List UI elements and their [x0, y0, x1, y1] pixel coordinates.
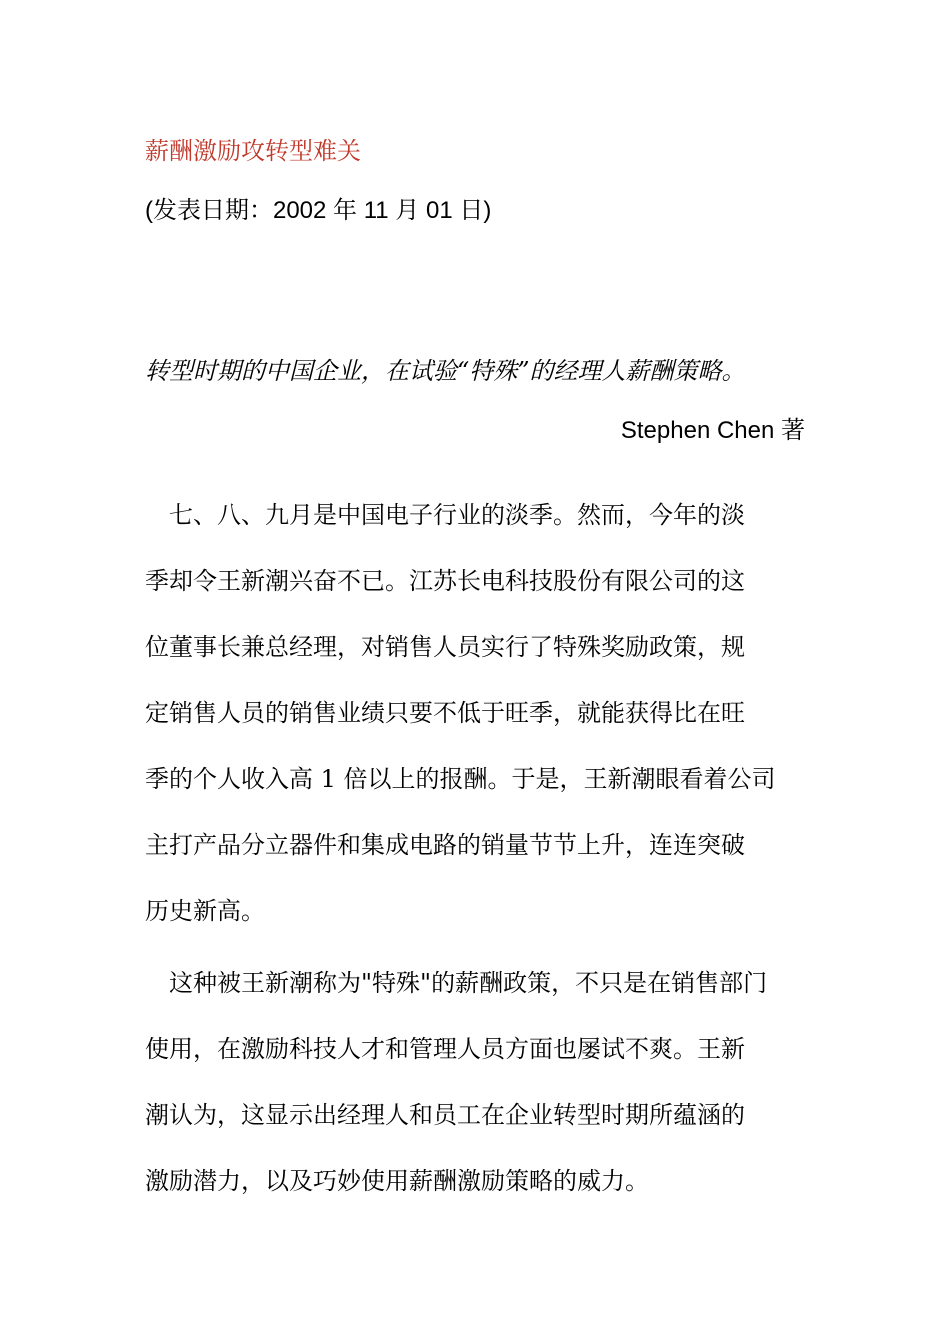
paragraph-line: 定销售人员的销售业绩只要不低于旺季，就能获得比在旺 [145, 699, 745, 727]
article-subtitle: 转型时期的中国企业，在试验“特殊”的经理人薪酬策略。 [145, 357, 746, 385]
paragraph-line: 位董事长兼总经理，对销售人员实行了特殊奖励政策，规 [145, 633, 745, 661]
paragraph-2 [145, 965, 810, 1229]
paragraph-line: 季却令王新潮兴奋不已。江苏长电科技股份有限公司的这 [145, 567, 745, 595]
paragraph-line: 历史新高。 [145, 897, 265, 925]
paragraph-line: 季的个人收入高 1 倍以上的报酬。于是，王新潮眼看着公司 [145, 765, 776, 793]
paragraph-line: 使用，在激励科技人才和管理人员方面也屡试不爽。王新 [145, 1035, 745, 1063]
paragraph-line: 激励潜力，以及巧妙使用薪酬激励策略的威力。 [145, 1167, 649, 1195]
author-byline: Stephen Chen 著 [620, 417, 805, 444]
publish-date: (发表日期：2002 年 11 月 01 日) [145, 197, 492, 224]
paragraph-line: 潮认为，这显示出经理人和员工在企业转型时期所蕴涵的 [145, 1101, 745, 1129]
article-title: 薪酬激励攻转型难关 [145, 137, 361, 165]
paragraph-line: 七、八、九月是中国电子行业的淡季。然而，今年的淡 [145, 501, 745, 529]
paragraph-1 [145, 497, 810, 959]
paragraph-line: 主打产品分立器件和集成电路的销量节节上升，连连突破 [145, 831, 745, 859]
paragraph-line: 这种被王新潮称为"特殊"的薪酬政策，不只是在销售部门 [145, 969, 768, 997]
